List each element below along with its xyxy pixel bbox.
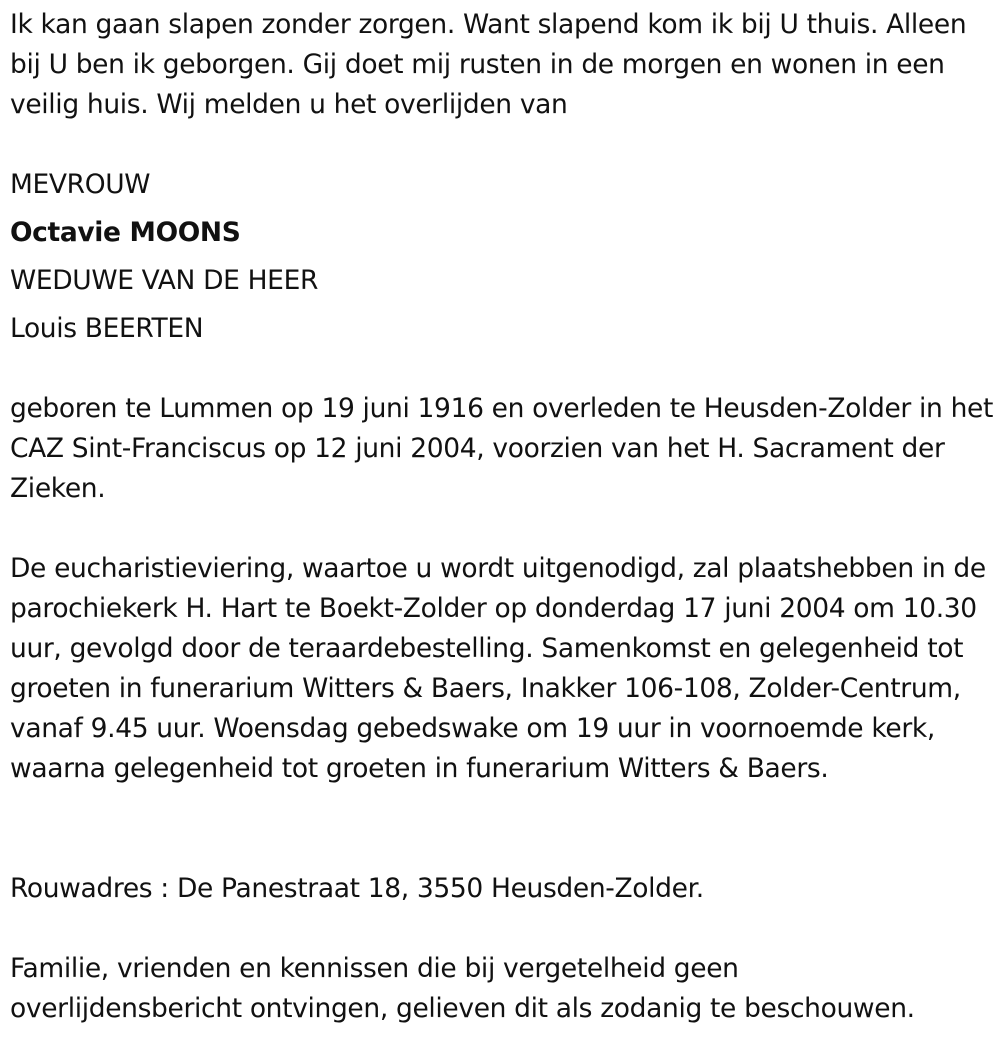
deceased-name: Octavie MOONS — [10, 217, 241, 248]
intro-paragraph: Ik kan gaan slapen zonder zorgen. Want slapend kom ik bij U thuis. Alleen bij U ben ik geborgen. Gij doet mij rusten in de morgen en wonen in een veilig huis. Wij melden u het overlijden van — [10, 9, 967, 120]
birth-death-paragraph: geboren te Lummen op 19 juni 1916 en overleden te Heusden-Zolder in het CAZ Sint-Franciscus op 12 juni 2004, voorzien van het H. Sacrament der Zieken. — [10, 393, 994, 504]
deceased-title: MEVROUW — [10, 169, 151, 200]
closing-paragraph: Familie, vrienden en kennissen die bij vergetelheid geen overlijdensbericht ontvingen, gelieven dit als zodanig te beschouwen. — [10, 953, 915, 1024]
mourning-address: Rouwadres : De Panestraat 18, 3550 Heusden-Zolder. — [10, 873, 704, 904]
spouse-name: Louis BEERTEN — [10, 313, 204, 344]
ceremony-paragraph: De eucharistieviering, waartoe u wordt uitgenodigd, zal plaatshebben in de parochiekerk H. Hart te Boekt-Zolder op donderdag 17 juni 2004 om 10.30 uur, gevolgd door de teraardebestelling. Samenkomst en gelegenheid tot groeten in funerarium Witters & Baers, Inakker 106-108, Zolder-Centrum, vanaf 9.45 uur. Woensdag gebedswake om 19 uur in voornoemde kerk, waarna gelegenheid tot groeten in funerarium Witters & Baers. — [10, 553, 986, 784]
deceased-relation: WEDUWE VAN DE HEER — [10, 265, 319, 296]
